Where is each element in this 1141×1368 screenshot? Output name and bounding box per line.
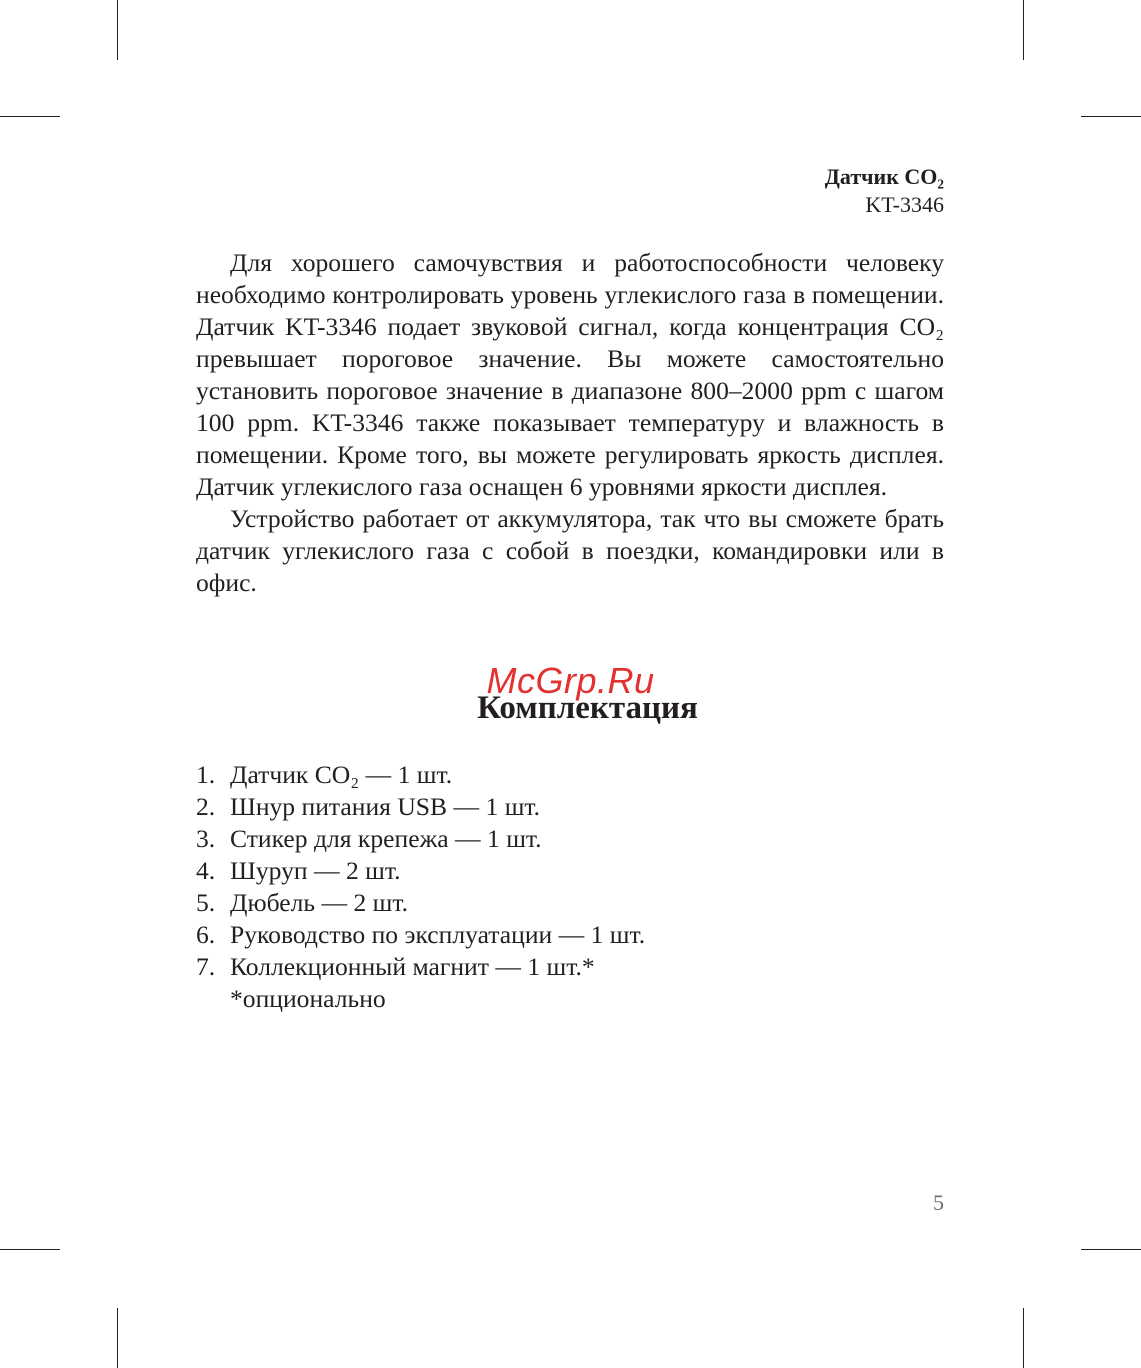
crop-mark: [117, 0, 118, 60]
header-model: KT-3346: [865, 192, 944, 217]
item-number: 2.: [196, 792, 216, 821]
item-number: 1.: [196, 760, 216, 789]
list-item: [196, 823, 645, 855]
item-text: Руководство по эксплуатации — 1 шт.: [230, 920, 646, 949]
list-item: [196, 791, 645, 823]
item-text: Стикер для крепежа — 1 шт.: [230, 824, 542, 853]
crop-mark: [1081, 1249, 1141, 1250]
paragraph: Устройство работает от аккумулятора, так что вы сможете брать датчик углекислого газа с собой в поездки, командировки или в офис.: [196, 504, 944, 597]
item-number: 7.: [196, 952, 216, 981]
watermark: McGrp.Ru: [486, 660, 655, 701]
list-item: [196, 919, 645, 951]
item-text: Шнур питания USB — 1 шт.: [230, 792, 541, 821]
paragraph: Для хорошего самочувствия и работоспособности человеку необходимо контролировать уровень углекислого газа в помещении. Датчик KT-3346 подает звуковой сигнал, когда концентрация CO₂ превышает пороговое значение. Вы можете самостоятельно установить пороговое значение в диапазоне 800–2000 ppm с шагом 100 ppm. KT-3346 также показывает температуру и влажность в помещении. Кроме того, вы можете регулировать яркость дисплея. Датчик углекислого газа оснащен 6 уровнями яркости дисплея.: [196, 248, 944, 501]
crop-mark: [0, 1249, 60, 1250]
item-number: 4.: [196, 856, 216, 885]
package-contents-list: [196, 759, 645, 1015]
page-number: 5: [933, 1190, 944, 1215]
list-item: [196, 759, 645, 791]
item-text: Шуруп — 2 шт.: [230, 856, 401, 885]
item-text: Дюбель — 2 шт.: [230, 888, 409, 917]
list-item: [196, 855, 645, 887]
footnote: *опционально: [230, 984, 386, 1013]
section-title: Комплектация: [477, 690, 698, 726]
item-text: Коллекционный магнит — 1 шт.*: [230, 952, 595, 981]
crop-mark: [1081, 116, 1141, 117]
item-text: Датчик CO₂ — 1 шт.: [230, 760, 453, 789]
running-header: [825, 163, 944, 219]
crop-mark: [0, 116, 60, 117]
item-number: 5.: [196, 888, 216, 917]
intro-text: [196, 247, 944, 599]
list-item: [196, 951, 645, 983]
crop-mark: [1023, 1308, 1024, 1368]
item-number: 3.: [196, 824, 216, 853]
list-item: [196, 887, 645, 919]
header-title: Датчик CO₂: [824, 164, 944, 189]
item-number: 6.: [196, 920, 216, 949]
crop-mark: [1023, 0, 1024, 60]
crop-mark: [117, 1308, 118, 1368]
